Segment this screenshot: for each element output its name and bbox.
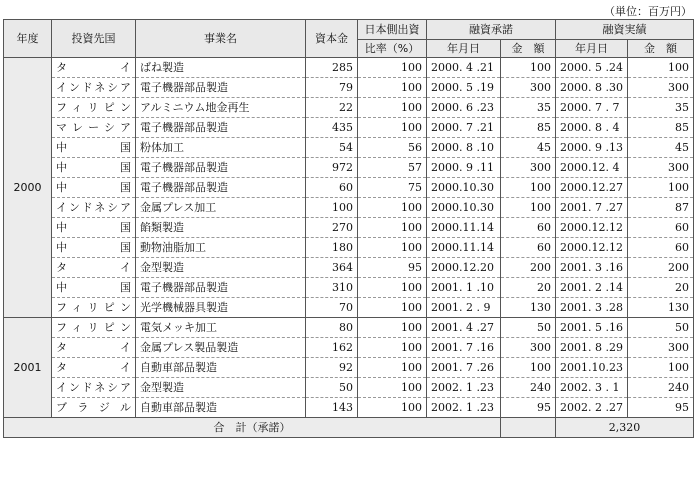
row-commit-date: 2000. 7 .21	[427, 118, 501, 138]
row-ratio: 100	[358, 98, 427, 118]
row-actual-amount: 50	[628, 318, 694, 338]
row-country: タイ	[52, 358, 136, 378]
row-ratio: 57	[358, 158, 427, 178]
table-footer	[4, 418, 694, 438]
row-capital: 285	[306, 58, 358, 78]
row-business: 電子機器部品製造	[136, 78, 306, 98]
row-actual-date: 2001.10.23	[556, 358, 628, 378]
row-commit-date: 2000.12.20	[427, 258, 501, 278]
row-commit-amount: 60	[501, 238, 556, 258]
row-actual-date: 2001. 8 .29	[556, 338, 628, 358]
row-actual-amount: 130	[628, 298, 694, 318]
row-capital: 70	[306, 298, 358, 318]
row-country: タイ	[52, 258, 136, 278]
header-year: 年度	[4, 20, 52, 58]
row-commit-date: 2000. 4 .21	[427, 58, 501, 78]
row-commit-date: 2001. 1 .10	[427, 278, 501, 298]
row-actual-amount: 85	[628, 118, 694, 138]
row-actual-amount: 100	[628, 358, 694, 378]
row-commit-amount: 300	[501, 158, 556, 178]
row-actual-date: 2001. 3 .28	[556, 298, 628, 318]
row-ratio: 100	[358, 218, 427, 238]
row-capital: 143	[306, 398, 358, 418]
row-commit-amount: 100	[501, 58, 556, 78]
row-actual-date: 2000. 8 . 4	[556, 118, 628, 138]
investment-table	[3, 19, 694, 438]
row-actual-amount: 87	[628, 198, 694, 218]
row-country: 中国	[52, 178, 136, 198]
row-commit-amount: 100	[501, 198, 556, 218]
total-label: 合 計（承諾）	[4, 418, 501, 438]
row-commit-date: 2000. 8 .10	[427, 138, 501, 158]
row-capital: 162	[306, 338, 358, 358]
row-business: 金属プレス加工	[136, 198, 306, 218]
year-cell: 2001	[4, 318, 52, 418]
table-row	[4, 158, 694, 178]
row-commit-date: 2002. 1 .23	[427, 378, 501, 398]
header-ratio-bottom: 比率（%）	[358, 40, 427, 58]
row-country: 中国	[52, 138, 136, 158]
row-commit-amount: 200	[501, 258, 556, 278]
row-business: ばね製造	[136, 58, 306, 78]
row-commit-amount: 240	[501, 378, 556, 398]
row-actual-date: 2000.12. 4	[556, 158, 628, 178]
row-country: 中国	[52, 218, 136, 238]
row-commit-date: 2000. 6 .23	[427, 98, 501, 118]
header-actual-date: 年月日	[556, 40, 628, 58]
row-commit-date: 2001. 2 . 9	[427, 298, 501, 318]
row-commit-date: 2001. 7 .26	[427, 358, 501, 378]
row-actual-amount: 100	[628, 178, 694, 198]
row-actual-amount: 300	[628, 78, 694, 98]
row-business: 餡類製造	[136, 218, 306, 238]
row-commit-amount: 35	[501, 98, 556, 118]
row-country: 中国	[52, 158, 136, 178]
row-capital: 80	[306, 318, 358, 338]
table-row	[4, 398, 694, 418]
row-actual-amount: 45	[628, 138, 694, 158]
row-country: インドネシア	[52, 198, 136, 218]
header-actual-amount: 金 額	[628, 40, 694, 58]
row-capital: 92	[306, 358, 358, 378]
row-actual-date: 2000.12.12	[556, 238, 628, 258]
table-row	[4, 198, 694, 218]
header-commit-amount: 金 額	[501, 40, 556, 58]
table-row	[4, 338, 694, 358]
row-capital: 22	[306, 98, 358, 118]
row-business: 金型製造	[136, 378, 306, 398]
row-ratio: 100	[358, 318, 427, 338]
row-ratio: 100	[358, 118, 427, 138]
row-actual-amount: 20	[628, 278, 694, 298]
row-actual-date: 2001. 7 .27	[556, 198, 628, 218]
row-commit-amount: 300	[501, 78, 556, 98]
row-capital: 100	[306, 198, 358, 218]
table-row	[4, 318, 694, 338]
row-country: タイ	[52, 338, 136, 358]
row-commit-amount: 20	[501, 278, 556, 298]
table-row	[4, 278, 694, 298]
row-business: 自動車部品製造	[136, 398, 306, 418]
header-ratio-top: 日本側出資	[358, 20, 427, 40]
row-actual-date: 2002. 2 .27	[556, 398, 628, 418]
row-actual-amount: 60	[628, 218, 694, 238]
row-ratio: 100	[358, 78, 427, 98]
row-actual-date: 2001. 3 .16	[556, 258, 628, 278]
row-commit-amount: 300	[501, 338, 556, 358]
row-commit-amount: 85	[501, 118, 556, 138]
row-commit-date: 2000.11.14	[427, 238, 501, 258]
row-actual-date: 2000.12.27	[556, 178, 628, 198]
row-country: マレーシア	[52, 118, 136, 138]
row-actual-amount: 100	[628, 58, 694, 78]
row-commit-date: 2000.10.30	[427, 178, 501, 198]
row-country: 中国	[52, 238, 136, 258]
row-actual-amount: 95	[628, 398, 694, 418]
row-ratio: 100	[358, 298, 427, 318]
row-capital: 180	[306, 238, 358, 258]
row-country: インドネシア	[52, 78, 136, 98]
table-row	[4, 298, 694, 318]
row-country: 中国	[52, 278, 136, 298]
row-actual-date: 2000.12.12	[556, 218, 628, 238]
header-business: 事業名	[136, 20, 306, 58]
unit-note: （単位：百万円）	[604, 5, 692, 18]
row-country: フィリピン	[52, 318, 136, 338]
table-row	[4, 258, 694, 278]
row-commit-date: 2001. 4 .27	[427, 318, 501, 338]
row-commit-date: 2002. 1 .23	[427, 398, 501, 418]
row-actual-date: 2000. 5 .24	[556, 58, 628, 78]
row-actual-date: 2001. 5 .16	[556, 318, 628, 338]
row-business: アルミニウム地金再生	[136, 98, 306, 118]
table-row	[4, 358, 694, 378]
row-commit-amount: 100	[501, 358, 556, 378]
table-row	[4, 118, 694, 138]
row-commit-date: 2000.11.14	[427, 218, 501, 238]
table-row	[4, 98, 694, 118]
row-actual-amount: 240	[628, 378, 694, 398]
table-row	[4, 58, 694, 78]
row-business: 金属プレス製品製造	[136, 338, 306, 358]
header-actual: 融資実績	[556, 20, 694, 40]
row-actual-amount: 60	[628, 238, 694, 258]
row-actual-date: 2000. 9 .13	[556, 138, 628, 158]
row-business: 金型製造	[136, 258, 306, 278]
row-commit-amount: 45	[501, 138, 556, 158]
row-country: ブラジル	[52, 398, 136, 418]
row-ratio: 75	[358, 178, 427, 198]
row-actual-date: 2001. 2 .14	[556, 278, 628, 298]
row-ratio: 100	[358, 278, 427, 298]
row-actual-date: 2000. 8 .30	[556, 78, 628, 98]
row-capital: 50	[306, 378, 358, 398]
row-commit-date: 2000. 9 .11	[427, 158, 501, 178]
row-ratio: 56	[358, 138, 427, 158]
row-business: 電子機器部品製造	[136, 278, 306, 298]
row-ratio: 100	[358, 358, 427, 378]
row-commit-date: 2001. 7 .16	[427, 338, 501, 358]
row-actual-amount: 300	[628, 158, 694, 178]
row-capital: 60	[306, 178, 358, 198]
header-capital: 資本金	[306, 20, 358, 58]
row-commit-amount: 130	[501, 298, 556, 318]
table-body	[4, 58, 694, 418]
row-commit-date: 2000. 5 .19	[427, 78, 501, 98]
row-capital: 310	[306, 278, 358, 298]
table-header	[4, 20, 694, 58]
row-capital: 364	[306, 258, 358, 278]
row-actual-amount: 300	[628, 338, 694, 358]
row-commit-amount: 50	[501, 318, 556, 338]
row-business: 電子機器部品製造	[136, 118, 306, 138]
row-actual-amount: 200	[628, 258, 694, 278]
row-capital: 79	[306, 78, 358, 98]
row-actual-amount: 35	[628, 98, 694, 118]
row-capital: 54	[306, 138, 358, 158]
row-ratio: 100	[358, 398, 427, 418]
row-actual-date: 2002. 3 . 1	[556, 378, 628, 398]
row-commit-date: 2000.10.30	[427, 198, 501, 218]
table-row	[4, 178, 694, 198]
row-ratio: 100	[358, 378, 427, 398]
row-ratio: 100	[358, 338, 427, 358]
row-business: 電子機器部品製造	[136, 158, 306, 178]
row-commit-amount: 60	[501, 218, 556, 238]
row-ratio: 100	[358, 238, 427, 258]
table-row	[4, 378, 694, 398]
row-capital: 972	[306, 158, 358, 178]
row-business: 動物油脂加工	[136, 238, 306, 258]
header-commit: 融資承諾	[427, 20, 556, 40]
total-commit-amount	[501, 418, 556, 438]
row-actual-date: 2000. 7 . 7	[556, 98, 628, 118]
row-business: 光学機械器具製造	[136, 298, 306, 318]
row-business: 電子機器部品製造	[136, 178, 306, 198]
table-row	[4, 238, 694, 258]
row-business: 粉体加工	[136, 138, 306, 158]
row-ratio: 100	[358, 198, 427, 218]
year-cell: 2000	[4, 58, 52, 318]
row-ratio: 100	[358, 58, 427, 78]
table-row	[4, 218, 694, 238]
row-ratio: 95	[358, 258, 427, 278]
row-country: インドネシア	[52, 378, 136, 398]
row-capital: 270	[306, 218, 358, 238]
row-business: 自動車部品製造	[136, 358, 306, 378]
total-actual-value: 2,320	[556, 418, 694, 438]
row-country: フィリピン	[52, 98, 136, 118]
row-country: フィリピン	[52, 298, 136, 318]
row-commit-amount: 100	[501, 178, 556, 198]
table-row	[4, 78, 694, 98]
row-commit-amount: 95	[501, 398, 556, 418]
header-country: 投資先国	[52, 20, 136, 58]
row-business: 電気メッキ加工	[136, 318, 306, 338]
table-row	[4, 138, 694, 158]
row-capital: 435	[306, 118, 358, 138]
header-commit-date: 年月日	[427, 40, 501, 58]
row-country: タイ	[52, 58, 136, 78]
